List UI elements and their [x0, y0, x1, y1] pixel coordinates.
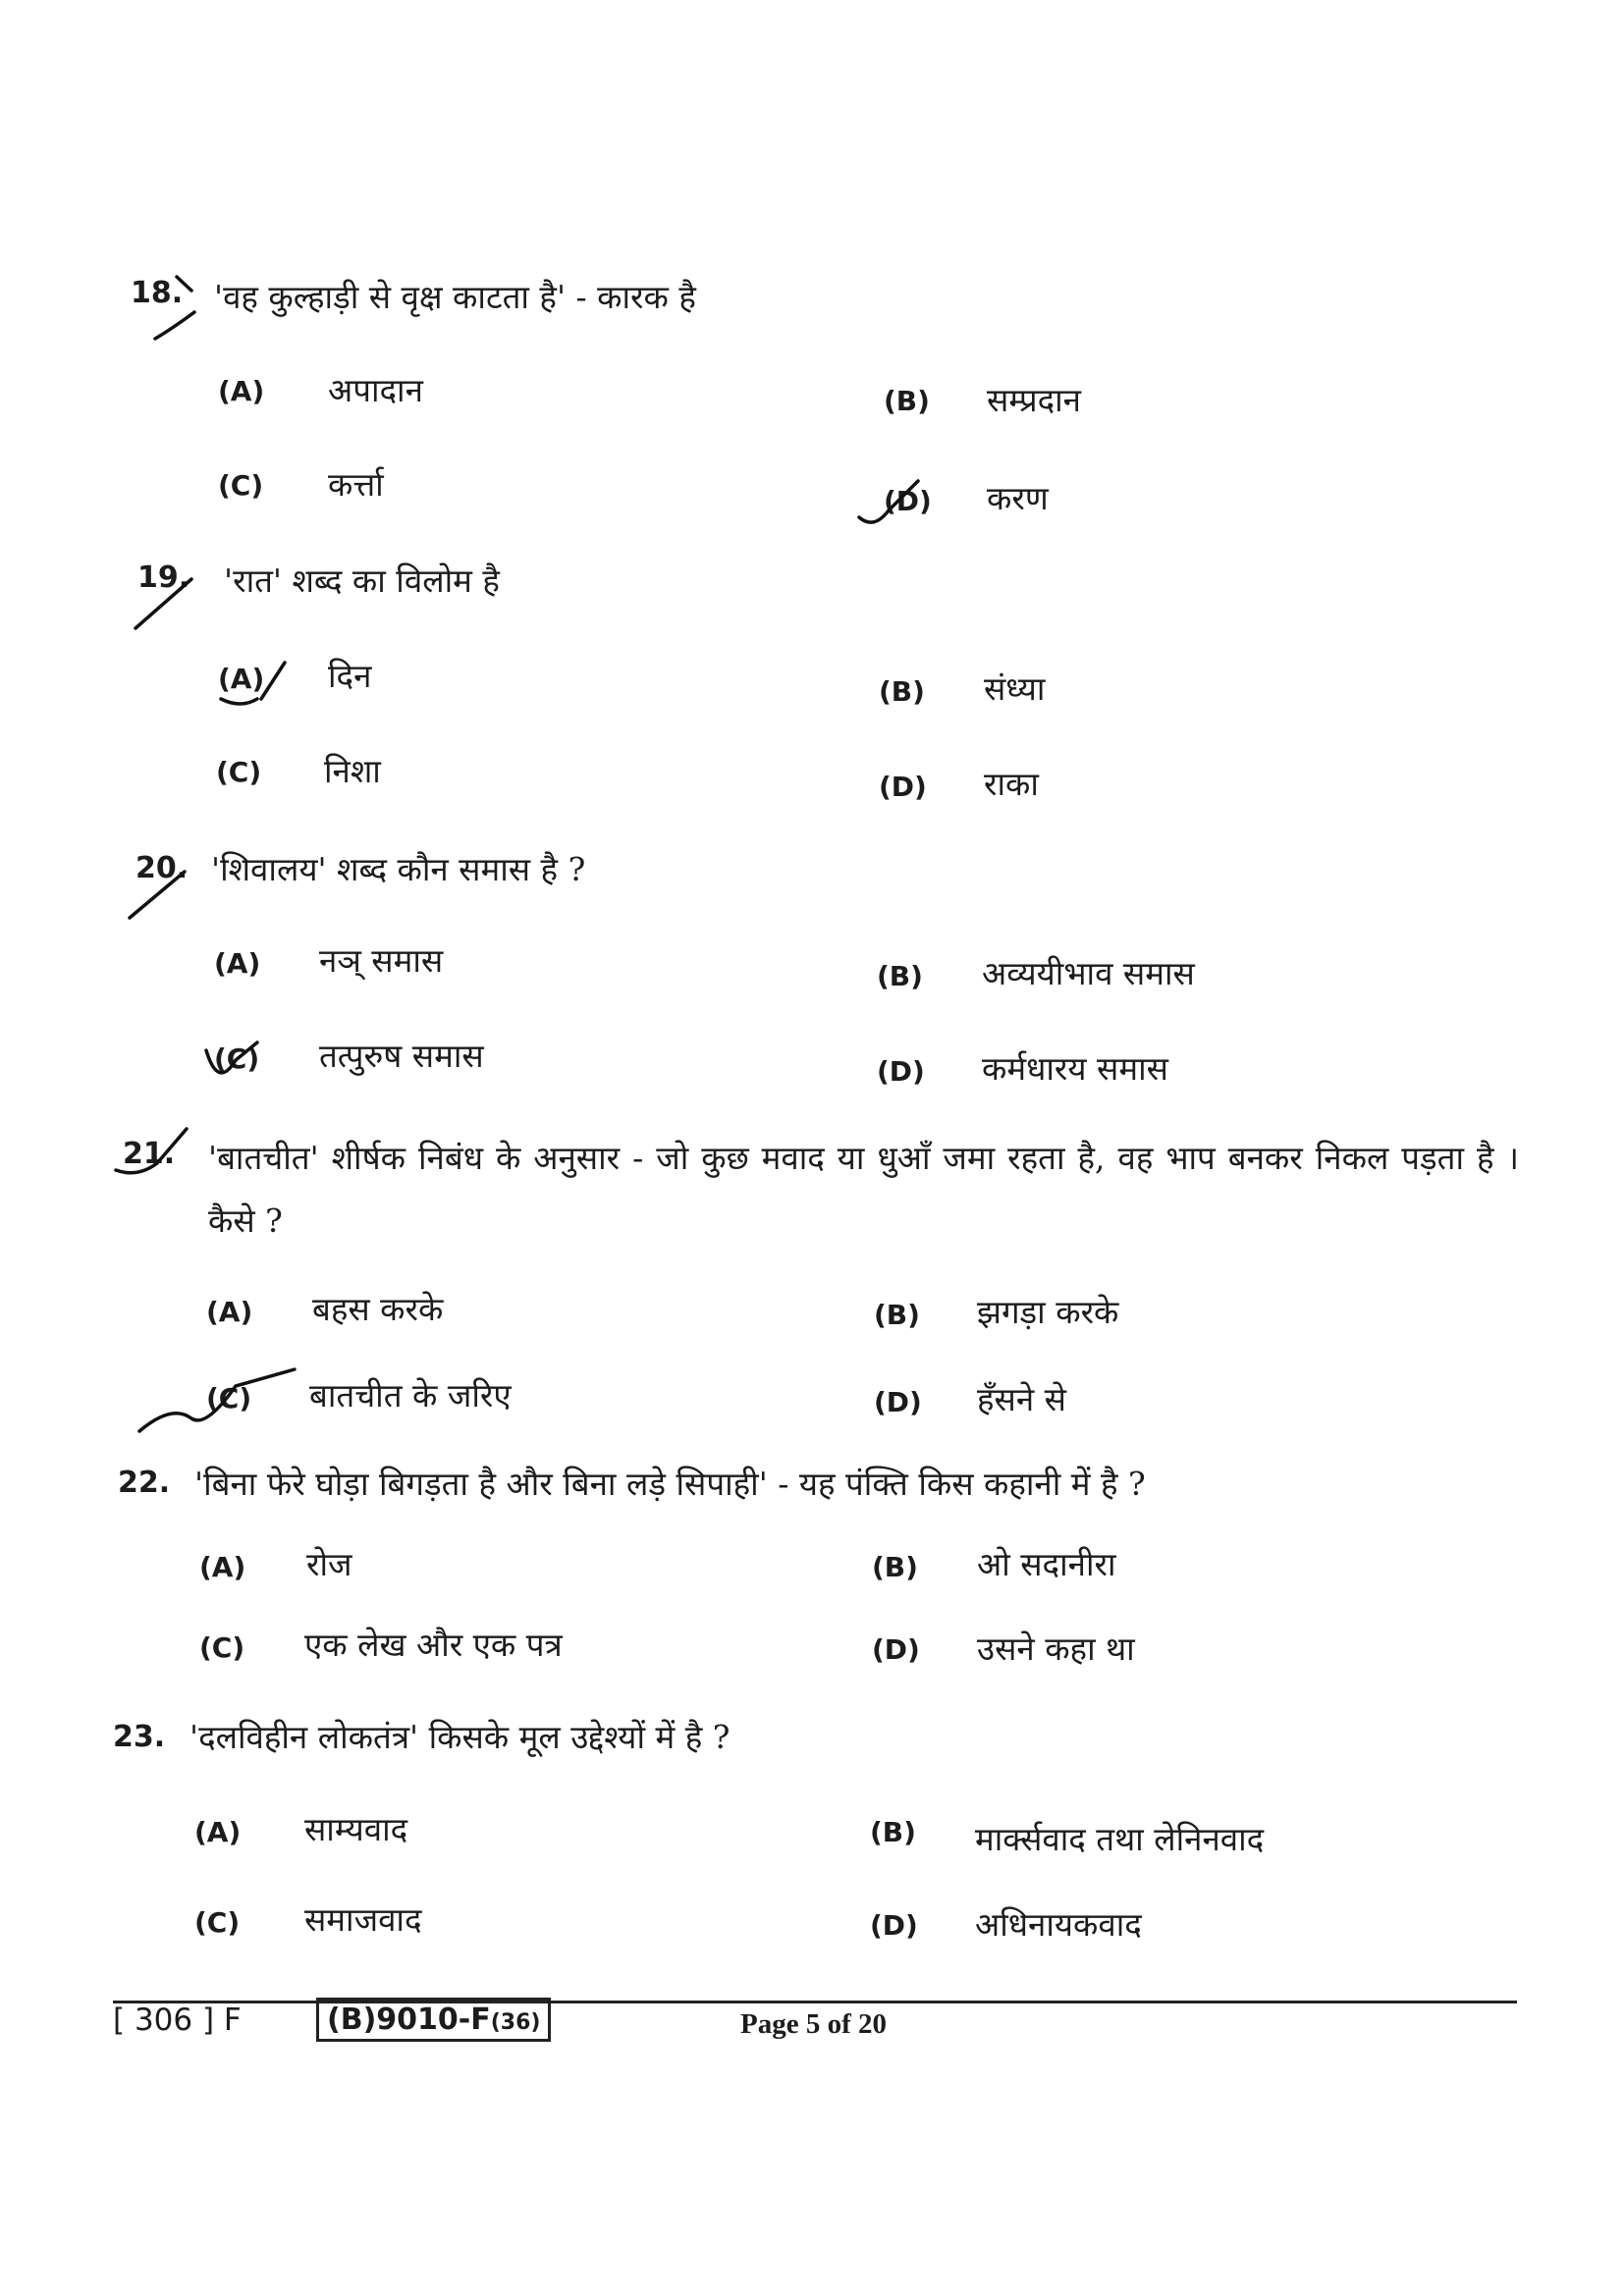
- option-label: (D): [884, 485, 932, 517]
- option-text: राका: [984, 765, 1039, 803]
- option-label: (A): [194, 1816, 242, 1848]
- page-number: Page 5 of 20: [740, 2008, 887, 2040]
- question-number: 20.: [135, 851, 189, 885]
- option-label: (D): [872, 1633, 920, 1666]
- question-number: 19.: [137, 561, 190, 595]
- option-text: समाजवाद: [304, 1900, 422, 1939]
- question-number: 22.: [118, 1466, 171, 1500]
- option-label: (D): [870, 1909, 918, 1942]
- paper-code-sub: (36): [490, 2010, 541, 2035]
- tick-mark-q19-circle: [221, 699, 257, 704]
- option-label: (A): [214, 947, 261, 980]
- option-label: (C): [199, 1631, 245, 1664]
- option-text: मार्क्सवाद तथा लेनिनवाद: [975, 1820, 1265, 1858]
- option-label: (A): [206, 1296, 253, 1328]
- tick-mark-q19: [135, 579, 191, 628]
- option-label: (B): [874, 1299, 920, 1331]
- option-text: कर्मधारय समास: [982, 1049, 1168, 1088]
- option-label: (A): [218, 375, 265, 407]
- option-text: अपादान: [328, 371, 423, 409]
- option-label: (C): [216, 756, 262, 788]
- option-text: साम्यवाद: [304, 1810, 408, 1848]
- question-text: 'बातचीत' शीर्षक निबंध के अनुसार - जो कुछ मवाद या धुआँ जमा रहता है, वह भाप बनकर निकल पड़ता है । कैसे ?: [208, 1139, 1519, 1240]
- option-text: नञ् समास: [319, 941, 444, 980]
- option-text: रोज: [306, 1545, 352, 1583]
- option-label: (B): [877, 960, 923, 992]
- option-text: निशा: [324, 752, 381, 790]
- question-text: 'बिना फेरे घोड़ा बिगड़ता है और बिना लड़े सिपाही' - यह पंक्ति किस कहानी में है ?: [194, 1465, 1146, 1503]
- option-text: कर्त्ता: [328, 465, 384, 504]
- question-number: 23.: [113, 1720, 166, 1754]
- option-text: एक लेख और एक पत्र: [304, 1626, 563, 1664]
- tick-mark-q18: [155, 312, 194, 339]
- question-text: 'रात' शब्द का विलोम है: [224, 561, 500, 600]
- tick-mark-q20: [130, 872, 185, 918]
- option-label: (B): [870, 1816, 916, 1848]
- option-text: दिन: [328, 657, 372, 695]
- tick-mark-q18-head: [177, 277, 191, 291]
- question-text: 'वह कुल्हाड़ी से वृक्ष काटता है' - कारक है: [214, 278, 696, 316]
- option-text: संध्या: [984, 669, 1046, 708]
- option-label: (D): [874, 1386, 922, 1418]
- option-label: (B): [884, 385, 930, 417]
- option-label: (C): [218, 469, 264, 502]
- option-label: (A): [218, 663, 265, 695]
- paper-code-main: (B)9010-F: [327, 2002, 491, 2037]
- question-text: 'शिवालय' शब्द कौन समास है ?: [211, 850, 586, 888]
- option-label: (A): [199, 1551, 246, 1583]
- tick-mark-q21: [116, 1129, 187, 1173]
- option-text: अधिनायकवाद: [975, 1905, 1142, 1944]
- option-text: झगड़ा करके: [977, 1293, 1119, 1331]
- option-label: (C): [214, 1042, 260, 1075]
- tick-mark-q18-answer: [859, 481, 918, 522]
- option-text: अव्ययीभाव समास: [982, 954, 1195, 992]
- option-text: हँसने से: [977, 1380, 1066, 1418]
- option-text: तत्पुरुष समास: [319, 1037, 484, 1075]
- option-label: (D): [877, 1055, 925, 1088]
- tick-mark-q19-answer: [261, 663, 285, 699]
- option-text: ओ सदानीरा: [977, 1545, 1116, 1583]
- option-text: सम्प्रदान: [987, 381, 1081, 419]
- question-number: 18.: [131, 276, 184, 310]
- option-label: (C): [206, 1382, 252, 1415]
- option-text: करण: [987, 479, 1049, 517]
- tick-mark-q20-answer: [206, 1042, 260, 1075]
- question-number: 21.: [123, 1137, 176, 1171]
- option-label: (B): [872, 1551, 918, 1583]
- footer-booklet-number: [ 306 ] F: [113, 2002, 242, 2038]
- option-label: (D): [879, 771, 927, 803]
- question-text: 'दलविहीन लोकतंत्र' किसके मूल उद्देश्यों में है ?: [189, 1718, 731, 1756]
- option-text: उसने कहा था: [977, 1629, 1135, 1668]
- option-label: (C): [194, 1906, 241, 1939]
- option-label: (B): [879, 675, 925, 708]
- option-text: बातचीत के जरिए: [309, 1376, 512, 1415]
- tick-mark-q21-answer: [139, 1369, 295, 1431]
- option-text: बहस करके: [312, 1290, 444, 1328]
